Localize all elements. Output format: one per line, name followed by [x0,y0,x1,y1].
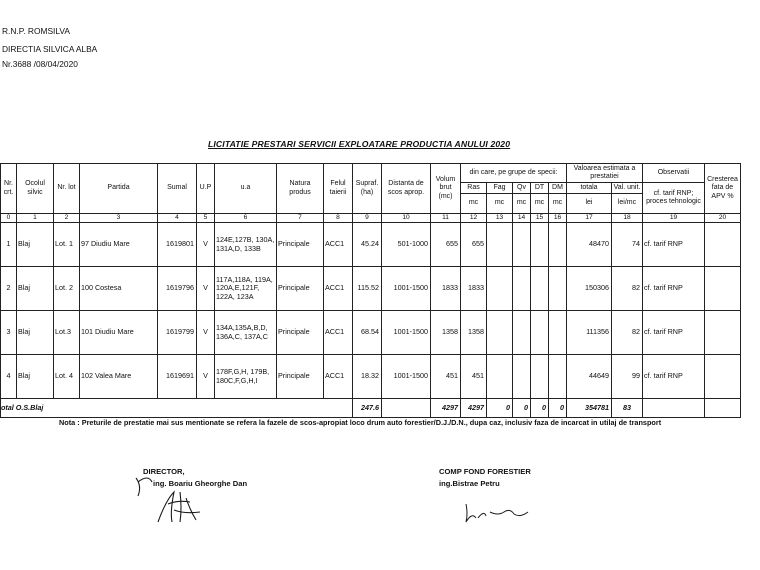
cell-up: V [197,355,215,399]
cell-totala: 48470 [567,223,612,267]
cell-sumal: 1619691 [158,355,197,399]
cell-qv [513,267,531,311]
cell-supraf: 68.54 [353,311,382,355]
dept-person-name: ing.Bistrae Petru [439,479,500,488]
col-number: 18 [612,214,643,223]
col-header-cresterea: Cresterea fata de APV % [705,164,741,214]
table-row [1,223,741,267]
department-name: DIRECTIA SILVICA ALBA [2,44,98,54]
total-label: otal O.S.Blaj [1,399,353,418]
cell-distanta: 1001-1500 [382,311,431,355]
col-header-distanta: Distanta de scos aprop. [382,164,431,214]
cell-dt [531,311,549,355]
cell-observatii: cf. tarif RNP [643,267,705,311]
total-ras: 4297 [461,399,487,418]
col-number: 12 [461,214,487,223]
total-qv: 0 [513,399,531,418]
cell-observatii: cf. tarif RNP [643,223,705,267]
total-row [1,399,741,418]
col-number: 20 [705,214,741,223]
cell-ras: 655 [461,223,487,267]
cell-distanta: 1001-1500 [382,267,431,311]
cell-partida: 100 Costesa [80,267,158,311]
cell-partida: 101 Diudiu Mare [80,311,158,355]
cell-totala: 111356 [567,311,612,355]
director-title: DIRECTOR, [143,467,185,476]
total-totala: 354781 [567,399,612,418]
cell-fag [487,267,513,311]
column-number-row [1,214,741,223]
col-number: 5 [197,214,215,223]
col-number: 14 [513,214,531,223]
cell-supraf: 18.32 [353,355,382,399]
cell-nr: 3 [1,311,17,355]
cell-totala: 150306 [567,267,612,311]
cell-felul: ACC1 [324,311,353,355]
table-row [1,311,741,355]
total-obs-empty [643,399,705,418]
cell-cresterea [705,355,741,399]
cell-natura: Principale [277,355,324,399]
col-header-obs-sub: cf. tarif RNP; proces tehnologic [643,183,705,214]
cell-dt [531,355,549,399]
cell-fag [487,355,513,399]
col-header-dt: DT [531,183,549,194]
col-number: 9 [353,214,382,223]
cell-val-unit: 74 [612,223,643,267]
col-header-totala: totala [567,183,612,194]
col-number: 16 [549,214,567,223]
cell-natura: Principale [277,267,324,311]
total-fag: 0 [487,399,513,418]
col-number: 15 [531,214,549,223]
col-number: 4 [158,214,197,223]
cell-ocol: Blaj [17,223,54,267]
cell-dt [531,223,549,267]
col-header-ocol: Ocolul silvic [17,164,54,214]
col-number: 6 [215,214,277,223]
cell-ocol: Blaj [17,355,54,399]
total-supraf: 247.6 [353,399,382,418]
footnote: Nota : Preturile de prestatie mai sus mentionate se refera la fazele de scos-apropiat loco drum auto forestier/D.J./D.N., dupa caz, inclusiv faza de incarcat in utilaj de transport [59,418,662,427]
cell-dm [549,223,567,267]
col-header-dm: DM [549,183,567,194]
col-number: 17 [567,214,612,223]
col-header-natura: Natura produs [277,164,324,214]
cell-fag [487,223,513,267]
unit-mc: mc [513,194,531,214]
cell-ocol: Blaj [17,267,54,311]
cell-lot: Lot. 1 [54,223,80,267]
compartment-handwritten-signature [460,500,540,530]
total-volum: 4297 [431,399,461,418]
col-number: 8 [324,214,353,223]
cell-cresterea [705,223,741,267]
header-row-1 [1,164,741,183]
total-val-unit: 83 [612,399,643,418]
cell-lot: Lot. 2 [54,267,80,311]
cell-lot: Lot.3 [54,311,80,355]
unit-lei-mc: lei/mc [612,194,643,214]
cell-felul: ACC1 [324,267,353,311]
cell-partida: 102 Valea Mare [80,355,158,399]
total-distanta-empty [382,399,431,418]
cell-dm [549,311,567,355]
cell-partida: 97 Diudiu Mare [80,223,158,267]
col-number: 13 [487,214,513,223]
cell-sumal: 1619799 [158,311,197,355]
col-number: 2 [54,214,80,223]
col-header-nr: Nr. crt. [1,164,17,214]
cell-volum: 1358 [431,311,461,355]
cell-cresterea [705,311,741,355]
col-number: 3 [80,214,158,223]
cell-ras: 451 [461,355,487,399]
col-header-lot: Nr. lot [54,164,80,214]
cell-sumal: 1619801 [158,223,197,267]
cell-up: V [197,223,215,267]
cell-distanta: 501-1000 [382,223,431,267]
col-header-up: U.P [197,164,215,214]
col-header-qv: Qv [513,183,531,194]
cell-ua: 178F,G,H, 179B, 180C,F,G,H,I [215,355,277,399]
cell-dt [531,267,549,311]
unit-lei: lei [567,194,612,214]
document-number: Nr.3688 /08/04/2020 [2,59,78,69]
col-number: 0 [1,214,17,223]
cell-qv [513,223,531,267]
unit-mc: mc [487,194,513,214]
cell-ras: 1833 [461,267,487,311]
cell-ua: 124E,127B, 130A, 131A,D, 133B [215,223,277,267]
col-header-felul: Felul taierii [324,164,353,214]
cell-val-unit: 82 [612,267,643,311]
col-number: 10 [382,214,431,223]
unit-mc: mc [461,194,487,214]
cell-cresterea [705,267,741,311]
col-header-ua: u.a [215,164,277,214]
cell-ras: 1358 [461,311,487,355]
cell-felul: ACC1 [324,355,353,399]
col-number: 7 [277,214,324,223]
col-number: 11 [431,214,461,223]
cell-nr: 1 [1,223,17,267]
cell-supraf: 115.52 [353,267,382,311]
cell-sumal: 1619796 [158,267,197,311]
cell-observatii: cf. tarif RNP [643,355,705,399]
cell-nr: 2 [1,267,17,311]
cell-ocol: Blaj [17,311,54,355]
cell-supraf: 45.24 [353,223,382,267]
cell-lot: Lot. 4 [54,355,80,399]
unit-mc: mc [549,194,567,214]
total-dt: 0 [531,399,549,418]
auction-table [0,163,741,418]
cell-up: V [197,267,215,311]
cell-nr: 4 [1,355,17,399]
total-crest-empty [705,399,741,418]
col-header-supraf: Supraf. (ha) [353,164,382,214]
cell-dm [549,267,567,311]
col-header-valoarea: Valoarea estimata a prestatiei [567,164,643,183]
col-header-observatii: Observatii [643,164,705,183]
document-title: LICITATIE PRESTARI SERVICII EXPLOATARE PRODUCTIA ANULUI 2020 [208,139,511,149]
total-dm: 0 [549,399,567,418]
col-header-sumal: Sumal [158,164,197,214]
cell-dm [549,355,567,399]
col-header-grupe: din care, pe grupe de specii: [461,164,567,183]
director-name: ing. Boariu Gheorghe Dan [153,479,248,488]
cell-up: V [197,311,215,355]
cell-val-unit: 99 [612,355,643,399]
col-header-ras: Ras [461,183,487,194]
director-handwritten-signature [128,470,218,530]
cell-fag [487,311,513,355]
col-header-fag: Fag [487,183,513,194]
cell-volum: 655 [431,223,461,267]
col-header-partida: Partida [80,164,158,214]
cell-ua: 117A,118A, 119A, 120A,E,121F, 122A, 123A [215,267,277,311]
cell-totala: 44649 [567,355,612,399]
col-header-volum: Volum brut (mc) [431,164,461,214]
col-number: 1 [17,214,54,223]
col-header-val-unit: Val. unit. [612,183,643,194]
cell-volum: 1833 [431,267,461,311]
cell-val-unit: 82 [612,311,643,355]
cell-qv [513,311,531,355]
dept-title: COMP FOND FORESTIER [439,467,531,476]
cell-natura: Principale [277,223,324,267]
unit-mc: mc [531,194,549,214]
cell-natura: Principale [277,311,324,355]
cell-ua: 134A,135A,B,D, 136A,C, 137A,C [215,311,277,355]
col-number: 19 [643,214,705,223]
org-name: R.N.P. ROMSILVA [2,26,70,36]
cell-volum: 451 [431,355,461,399]
cell-distanta: 1001-1500 [382,355,431,399]
cell-felul: ACC1 [324,223,353,267]
table-row [1,267,741,311]
right-signature-block [439,466,531,490]
cell-qv [513,355,531,399]
cell-observatii: cf. tarif RNP [643,311,705,355]
table-row [1,355,741,399]
